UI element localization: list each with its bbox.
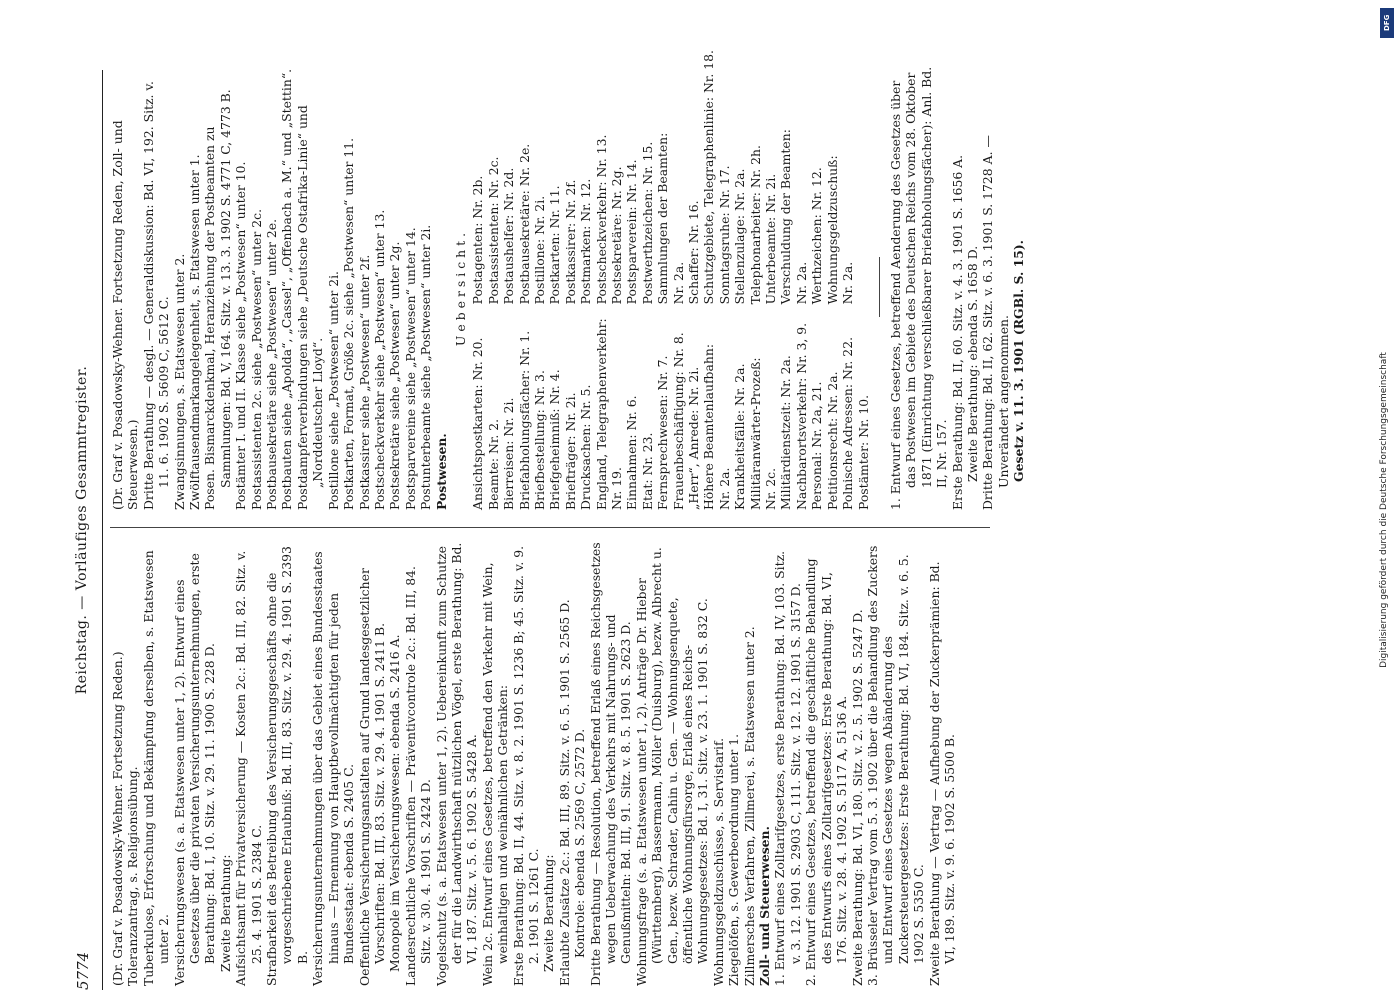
index-entry: Ziegelöfen, s. Gewerbeordnung unter 1.: [726, 733, 742, 986]
column-right-entries: [110, 65, 449, 510]
overview-entry: Postsparverein: Nr. 14.: [624, 159, 640, 305]
index-entry: 1. Entwurf eines Zolltarifgesetzes, erste Berathung: Bd. IV, 103. Sitz. v. 3. 12. 1901 S. 2903 C, 111. Sitz. v. 12. 12. 1901 S. 3157 D.: [772, 550, 803, 986]
overview-entry: Nr. 2a.: [670, 261, 686, 305]
overview-entry: Frauenbeschäftigung: Nr. 8.: [670, 332, 686, 510]
overview-entry: Wohnungsgeldzuschuß:: [824, 155, 840, 305]
index-entry: Gesetz v. 11. 3. 1901 (RGBl. S. 15).: [1011, 240, 1027, 482]
index-entry: Erste Berathung: Bd. II, 44. Sitz. v. 8. 2. 1901 S. 1236 B; 45. Sitz. v. 9. 2. 1901 S. 1261 C.: [510, 545, 541, 986]
overview-entry: Petitionsrecht: Nr. 2a.: [824, 371, 840, 510]
index-entry: Postunterbeamte siehe „Postwesen“ unter 2i.: [418, 224, 434, 510]
overview-entry: Unterbeamte: Nr. 2i.: [763, 173, 779, 305]
overview-entry: „Herr“, Anrede: Nr. 2i.: [686, 366, 702, 510]
overview-entry: Postaushelfer: Nr. 2d.: [501, 167, 517, 305]
overview-entry: Höhere Beamtenlaufbahn:: [701, 343, 717, 510]
overview-entry: Sonntagsruhe: Nr. 17.: [716, 165, 732, 305]
overview-entry: Fernsprechwesen: Nr. 7.: [655, 355, 671, 510]
index-entry: Erlaubte Zusätze 2c.: Bd. III, 89. Sitz. v. 6. 5. 1901 S. 2565 D.: [556, 599, 572, 986]
index-entry: Vogelschutz (s. a. Etatswesen unter 1, 2). Uebereinkunft zum Schutze der für die Landwirthschaft nützlichen Vögel, erste Berathung: Bd. VI, 187. Sitz. v. 5. 6. 1902 S. 5428 A.: [433, 542, 480, 986]
overview-entry: Sammlungen der Beamten:: [655, 132, 671, 305]
index-entry: Postbausekretäre siehe „Postwesen“ unter 2e.: [264, 218, 280, 510]
digitization-note: Digitalisierung gefördert durch die Deutsche Forschungsgemeinschaft: [1379, 352, 1389, 668]
index-entry: Erste Berathung: Bd. II, 60. Sitz. v. 4. 3. 1901 S. 1656 A.: [949, 154, 965, 510]
index-entry: Wohnungsgeldzuschüsse, s. Servistarif.: [710, 737, 726, 986]
index-entry: 3. Brüsseler Vertrag vom 5. 3. 1902 über die Behandlung des Zuckers und Entwurf eines Gesetzes wegen Abänderung des Zuckersteuergesetzes: Erste Berathung: Bd. VI, 184. Sitz. v. 6. 5. 1902 S. 5350 C.: [864, 545, 927, 986]
overview-entry: Nr. 19.: [609, 467, 624, 510]
index-entry: 1. Entwurf eines Gesetzes, betreffend Aenderung des Gesetzes über das Postwesen im Gebiete des Deutschen Reichs vom 28. Oktober 1871 (Einrichtung verschließbarer Briefabholungsfächer): Anl. Bd. II, Nr. 157.: [887, 66, 950, 510]
overview-entry: England, Telegraphenverkehr:: [593, 318, 609, 510]
index-entry: Zwölftausendmarkangelegenheit, s. Etatswesen unter 1.: [187, 154, 203, 510]
index-entry: Zwangsinnungen, s. Etatswesen unter 2.: [171, 253, 187, 510]
overview-entry: Briefbestellung: Nr. 3.: [531, 370, 547, 510]
index-entry: Postkarten, Format, Größe 2c. siehe „Postwesen“ unter 11.: [341, 137, 357, 510]
overview-table: [470, 50, 871, 510]
overview-entry: Postkarten: Nr. 11.: [547, 185, 563, 305]
index-entry: (Dr. Graf v. Posadowsky-Wehner. Fortsetzung Reden, Zoll- und Steuerwesen.): [110, 120, 141, 510]
section-separator: [879, 258, 880, 318]
overview-title: Uebersicht.: [452, 228, 468, 347]
index-entry: Postsekretäre siehe „Postwesen“ unter 2g.: [387, 241, 403, 510]
overview-entry: Beamte: Nr. 2.: [485, 418, 501, 510]
index-entry: Zweite Berathung: Bd. VI, 180. Sitz. v. 2. 5. 1902 S. 5247 D.: [849, 609, 865, 986]
overview-entry: Postämter: Nr. 10.: [855, 394, 871, 510]
index-entry: 2. Entwurf eines Gesetzes, betreffend die geschäftliche Behandlung des Entwurfs eines Zolltarifgesetzes: Erste Berathung: Bd. VI, 176. Sitz. v. 28. 4. 1902 S. 5117 A, 5136 A.: [803, 558, 850, 986]
index-entry: Postbauten siehe „Apolda“, „Cassel“, „Offenbach a. M.“ und „Stettin“.: [279, 68, 295, 510]
index-entry: Landesrechtliche Vorschriften — Präventivcontrole 2c.: Bd. III, 84. Sitz. v. 30. 4. 1901 S. 2424 D.: [402, 566, 434, 986]
index-entry: Zweite Berathung: ebenda S. 1658 D.: [964, 245, 980, 482]
index-entry: Versicherungswesen (s. a. Etatswesen unter 1, 2). Entwurf eines Gesetzes über die privaten Versicherungsunternehmungen, erste Berathung: Bd. I, 10. Sitz. v. 29. 11. 1900 S. 228 D.: [171, 553, 218, 986]
index-entry: Zoll- und Steuerwesen.: [757, 826, 773, 986]
overview-entry: Militärdienstzeit: Nr. 2a.: [778, 355, 794, 510]
overview-entry: Nr. 2a.: [840, 261, 856, 305]
index-entry: Zillmersches Verfahren, Zillmerei, s. Etatswesen unter 2.: [741, 626, 757, 986]
index-entry: Postsparvereine siehe „Postwesen“ unter 14.: [402, 227, 418, 510]
overview-entry: Militäranwärter-Prozeß:: [747, 357, 763, 510]
index-entry: Postämter I. und II. Klasse siehe „Postwesen“ unter 10.: [233, 161, 249, 510]
index-entry: Dritte Berathung — desgl. — Generaldiskussion: Bd. VI, 192. Sitz. v. 11. 6. 1902 S. 5609 C, 5612 C.: [140, 81, 172, 510]
overview-entry: Nr. 2a.: [793, 261, 809, 305]
overview-entry: Stellenzulage: Nr. 2a.: [732, 168, 748, 305]
index-entry: Monopole im Versicherungswesen: ebenda S. 2416 A.: [387, 634, 403, 972]
page-content: [60, 50, 1350, 1000]
dfg-logo: DFG: [1380, 8, 1394, 38]
index-entry: Oeffentliche Versicherungsanstalten auf Grund landesgesetzlicher Vorschriften: Bd. III, 83. Sitz. v. 29. 4. 1901 S. 2411 B.: [356, 568, 387, 986]
index-entry: Aufsichtsamt für Privatversicherung — Kosten 2c.: Bd. III, 82. Sitz. v. 25. 4. 1901 S. 2384 C.: [233, 550, 264, 986]
overview-entry: Werthzeichen: Nr. 12.: [809, 167, 825, 305]
overview-entry: Nr. 2c.: [763, 467, 779, 510]
index-entry: Postillone siehe „Postwesen“ unter 2i.: [325, 271, 341, 510]
page-number: 5774: [74, 951, 92, 990]
index-entry: Dritte Berathung — Resolution, betreffend Erlaß eines Reichsgesetzes wegen Ueberwachung des Verkehrs mit Nahrungs- und Genußmitteln: Bd. III, 91. Sitz. v. 8. 5. 1901 S. 2623 D.: [587, 542, 634, 986]
index-entry: Postassistenten 2c. siehe „Postwesen“ unter 2c.: [248, 208, 264, 510]
index-entry: Kontrole: ebenda S. 2569 C, 2572 D.: [572, 728, 588, 958]
index-entry: Zweite Berathung — Vertrag — Aufhebung der Zuckerprämien: Bd. VI, 189. Sitz. v. 9. 6. 1902 S. 5500 B.: [926, 561, 957, 986]
index-entry: Toleranzantrag, s. Religionsübung.: [125, 766, 141, 986]
overview-entry: Verschuldung der Beamten:: [778, 129, 794, 305]
overview-entry: Postsekretäre: Nr. 2g.: [609, 166, 624, 305]
overview-entry: Einnahmen: Nr. 6.: [624, 395, 640, 510]
overview-entry: Nr. 2a.: [716, 467, 732, 510]
index-entry: Postkassirer siehe „Postwesen“ unter 2f.: [356, 254, 372, 510]
overview-entry: Postillone: Nr. 2i.: [531, 195, 547, 305]
overview-column-a: [470, 318, 871, 510]
overview-entry: Briefabholungsfächer: Nr. 1.: [516, 330, 532, 510]
column-right-bottom-entries: [888, 65, 1027, 510]
overview-entry: Postbausekretäre: Nr. 2e.: [516, 143, 532, 305]
index-entry: Tuberkulose, Erforschung und Bekämpfung derselben, s. Etatswesen unter 2.: [140, 550, 172, 986]
column-left: [110, 541, 957, 986]
index-entry: Versicherungsunternehmungen über das Gebiet eines Bundesstaates hinaus — Ernennung von Hauptbevollmächtigten für jeden Bundesstaat: ebenda S. 2405 C.: [310, 551, 357, 986]
index-entry: Dritte Berathung: Bd. II, 62. Sitz. v. 6. 3. 1901 S. 1728 A. — Unverändert angenommen.: [980, 135, 1011, 510]
page-title: Reichstag. — Vorläufiges Gesammtregister.: [74, 365, 90, 695]
overview-entry: Telephonarbeiter: Nr. 2h.: [747, 145, 763, 305]
overview-entry: Drucksachen: Nr. 5.: [578, 384, 594, 510]
index-entry: Postscheckverkehr siehe „Postwesen“ unter 13.: [371, 209, 387, 510]
overview-entry: Etat: Nr. 23.: [639, 432, 655, 510]
overview-entry: Ansichtspostkarten: Nr. 20.: [470, 337, 486, 510]
overview-entry: Schutzgebiete, Telegraphenlinie: Nr. 18.: [701, 50, 717, 305]
overview-entry: Postscheckverkehr: Nr. 13.: [593, 134, 609, 305]
overview-entry: Postkassirer: Nr. 2f.: [562, 179, 578, 305]
column-right: [110, 50, 1027, 510]
header-rule: [102, 70, 103, 990]
overview-entry: Polnische Adressen: Nr. 22.: [840, 336, 856, 510]
overview-entry: Postwerthzeichen: Nr. 15.: [639, 141, 655, 305]
page-header: [66, 70, 102, 990]
overview-entry: Postagenten: Nr. 2b.: [470, 175, 486, 305]
overview-entry: Bierreisen: Nr. 2i.: [501, 397, 517, 510]
index-entry: Wohnungsfrage (s. a. Etatswesen unter 1, 2). Anträge Dr. Hieber (Württemberg), Bassermann, Möller (Duisburg), bezw. Albrecht u. Gen., bezw. Schrader, Cahin u. Gen. — Wohnungsenquete, öffentliche Wohnungsfürsorge, Erlaß eines Reichs-Wohnungsgesetzes: Bd. I, 31. Sitz. v. 23. 1. 1901 S. 832 C.: [633, 547, 711, 986]
overview-entry: Briefgeheimniß: Nr. 4.: [547, 369, 563, 510]
index-entry: Zweite Berathung:: [217, 854, 233, 972]
overview-entry: Krankheitsfälle: Nr. 2a.: [732, 363, 748, 510]
overview-entry: Schaffer: Nr. 16.: [686, 200, 702, 305]
overview-entry: Nachbarortsverkehr: Nr. 3, 9.: [793, 322, 809, 510]
overview-column-b: [470, 50, 871, 304]
index-entry: Postdampferverbindungen siehe „Deutsche Ostafrika-Linie“ und „Norddeutscher Lloyd“.: [294, 105, 326, 510]
overview-entry: Postmarken: Nr. 12.: [578, 178, 594, 305]
index-entry: Wein 2c. Entwurf eines Gesetzes, betreffend den Verkehr mit Wein, weinhaltigen und weinähnlichen Getränken:: [479, 562, 511, 986]
overview-entry: Postassistenten: Nr. 2c.: [485, 156, 501, 305]
overview-entry: Briefträger: Nr. 2i.: [562, 392, 578, 510]
index-entry: Postwesen.: [433, 433, 449, 510]
index-entry: Posen. Bismarckdenkmal, Heranziehung der Postbeamten zu Sammlungen: Bd. V, 164. Sitz. v. 13. 3. 1902 S. 4771 C, 4773 B.: [202, 89, 233, 510]
index-entry: Zweite Berathung:: [541, 854, 557, 972]
index-entry: (Dr. Graf v. Posadowsky-Wehner. Fortsetzung Reden.): [110, 651, 125, 986]
column-divider: [110, 527, 990, 528]
index-entry: Strafbarkeit des Betreibung des Versicherungsgeschäfts ohne die vorgeschriebene Erlaubniß: Bd. III, 83. Sitz. v. 29. 4. 1901 S. 2393 B.: [264, 546, 310, 986]
overview-entry: Personal: Nr. 2a, 21.: [809, 381, 825, 510]
